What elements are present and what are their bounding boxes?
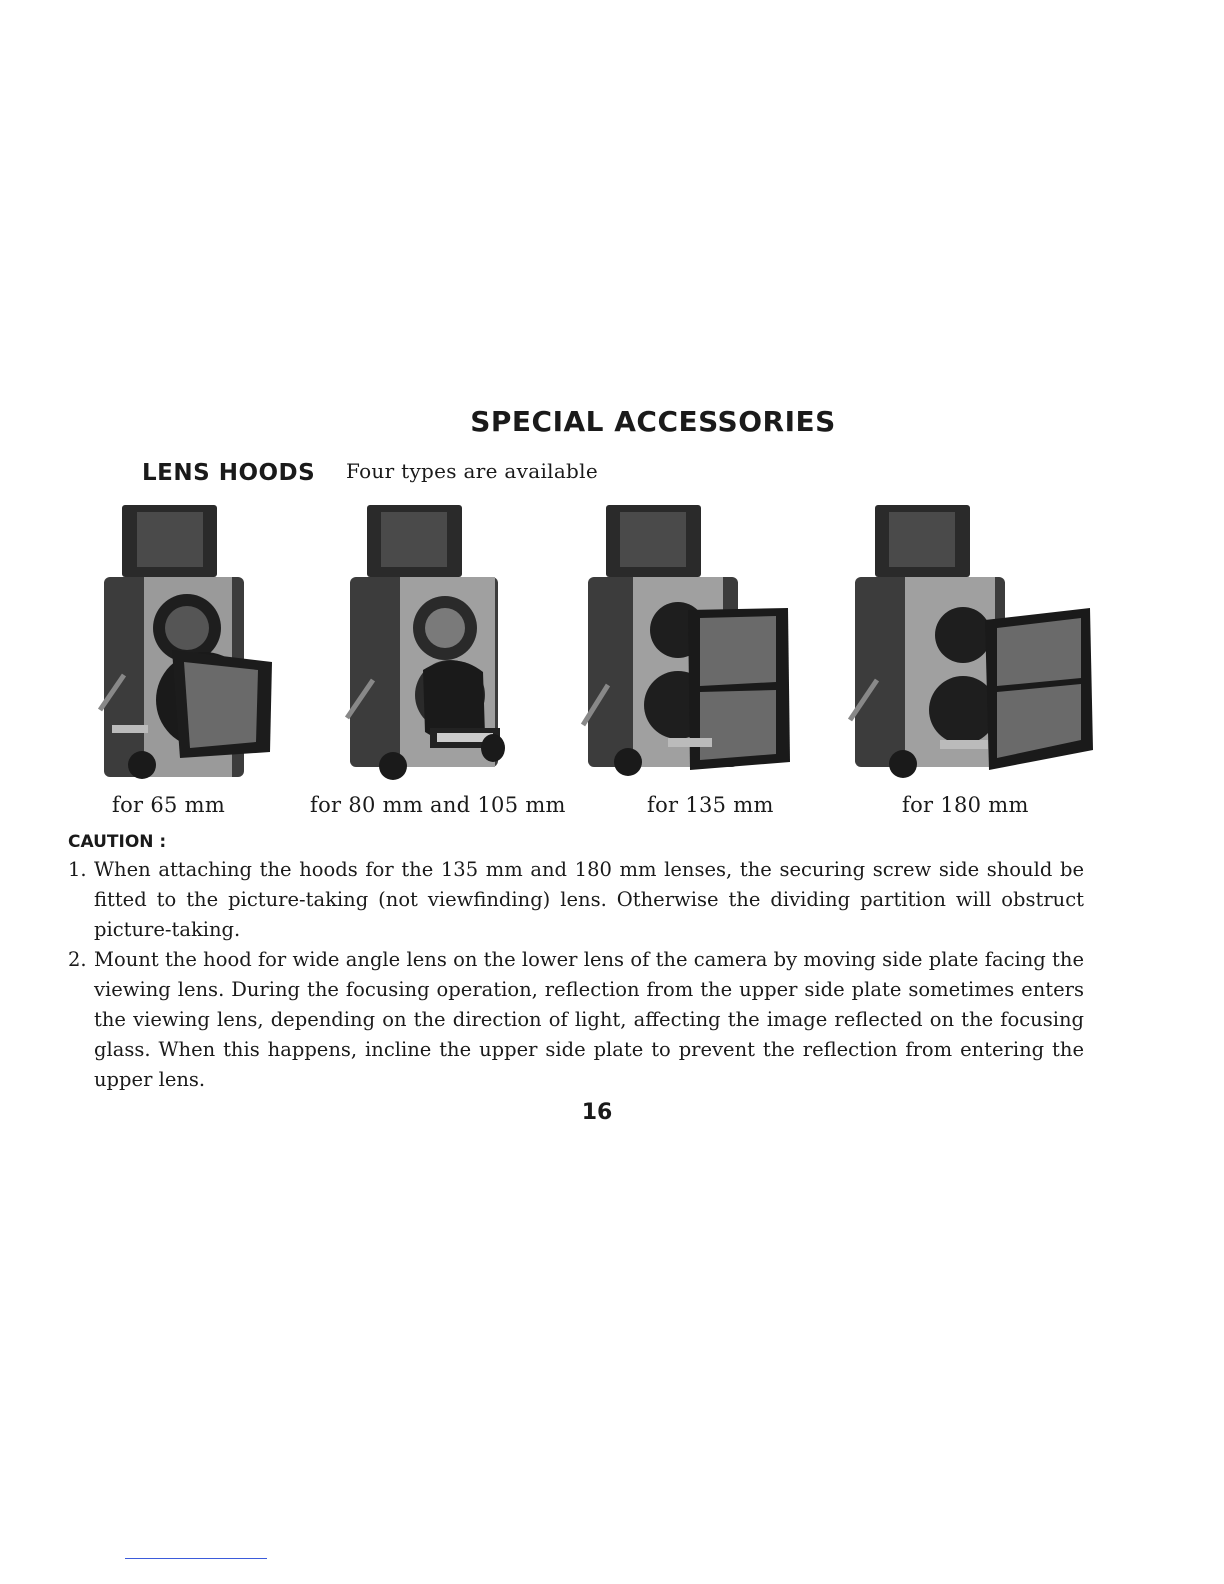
caption-135mm: for 135 mm [647,793,774,817]
camera-photo-65mm [92,500,277,785]
caution-item [68,945,1084,1095]
page-number: 16 [581,1100,613,1125]
caption-65mm: for 65 mm [112,793,226,817]
caption-180mm: for 180 mm [902,793,1029,817]
caution-label: CAUTION : [68,832,167,852]
section-heading-lens-hoods: LENS HOODS [142,460,316,486]
page-title: SPECIAL ACCESSORIES [470,405,836,438]
caption-80-105mm: for 80 mm and 105 mm [310,793,566,817]
caution-list [68,855,1084,1095]
camera-photo-80-105mm [345,500,515,785]
caution-item [68,855,1084,945]
footnote-rule [125,1558,267,1559]
camera-photo-180mm [845,500,1097,785]
caution-item-number: 2. [68,948,87,971]
section-description: Four types are available [346,459,598,483]
caution-item-text: Mount the hood for wide angle lens on the lower lens of the camera by moving side plate facing the viewing lens. During the focusing operation, reflection from the upper side plate sometimes enters the viewing lens, depending on the direction of light, affecting the image reflected on the focusing glass. When this happens, incline the upper side plate to prevent the reflection from entering the upper lens. [94,948,1084,1091]
caution-item-number: 1. [68,858,87,881]
caution-item-text: When attaching the hoods for the 135 mm and 180 mm lenses, the securing screw side should be fitted to the picture-taking (not viewfinding) lens. Otherwise the dividing partition will obstruct picture-taking. [94,858,1084,941]
camera-photo-135mm [578,500,793,785]
